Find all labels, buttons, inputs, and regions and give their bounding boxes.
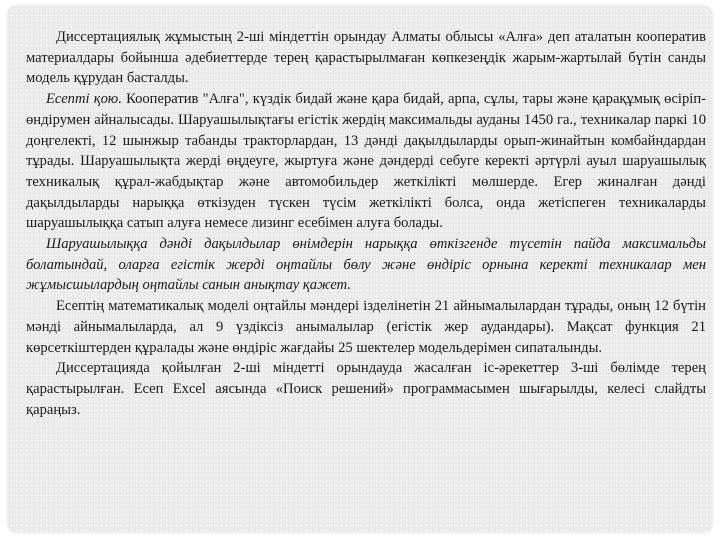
slide-frame (8, 6, 712, 532)
paragraph-objective: Шаруашылыққа дәнді дақылдылар өнімдерін нарыққа өткізгенде түсетін пайда максимальды болатындай, оларға егістік жерді оңтайлы бөлу және өндіріс орнына керекті техникалар мен жұмысшылардың оңтайлы санын анықтау қажет. (26, 236, 706, 294)
paragraph-model: Есептің математикалық моделі оңтайлы мәндері ізделінетін 21 айнымалылардан тұрады, оның 12 бүтін мәнді айнымалыларда, ал 9 үздіксіз анымалылар (егістік жер аудандары). Мақсат функция 21 көрсеткіштерден құралады және өндіріс жағдайы 25 шектелер модельдерімен сипаталынды. (26, 298, 706, 356)
problem-statement-lead: Есепті қою. (46, 91, 122, 108)
paragraph-conclusion: Диссертацияда қойылған 2-ші міндетті орындауда жасалған іс-әрекеттер 3-ші бөлімде терең қарастырылған. Есеп Excel аясында «Поиск решений» программасымен шығарылды, келесі слайдты қараңыз. (26, 360, 706, 418)
document-body (26, 27, 706, 420)
problem-statement-body: Кооператив "Алға", күздік бидай және қара бидай, арпа, сұлы, тары және қарақұмық өсіріп-өндірумен айналысады. Шаруашылықтағы егістік жердің максимальды ауданы 1450 га., техникалар паркі 10 доңгелекті, 12 шынжыр табанды тракторлардан, 13 дәнді дақылдыларды орып-жинайтын комбайндардан тұрады. Шаруашылықта жерді өңдеуге, жыртуға және дәндерді себуге керекті әртүрлі ауыл шаруашылық техникалық құрал-жабдықтар және автомобильдер жеткілікті мөлшерде. Егер жиналған дәнді дақылдыларды нарыққа өткізуден түскен түсім жеткілікті болса, онда жетіспеген техникаларды шаруашылыққа сатып алуға немесе лизинг есебімен алуға болады. (26, 91, 707, 232)
paragraph-problem-statement (26, 89, 706, 234)
paragraph-intro: Диссертациялық жұмыстың 2-ші міндеттін орындау Алматы облысы «Алға» деп аталатын кооператив материалдары бойынша әдебиеттерде терең қарастырылмаған көпкезеңдік жарым-жартылай бүтін санды модель құрудан басталды. (26, 29, 706, 87)
